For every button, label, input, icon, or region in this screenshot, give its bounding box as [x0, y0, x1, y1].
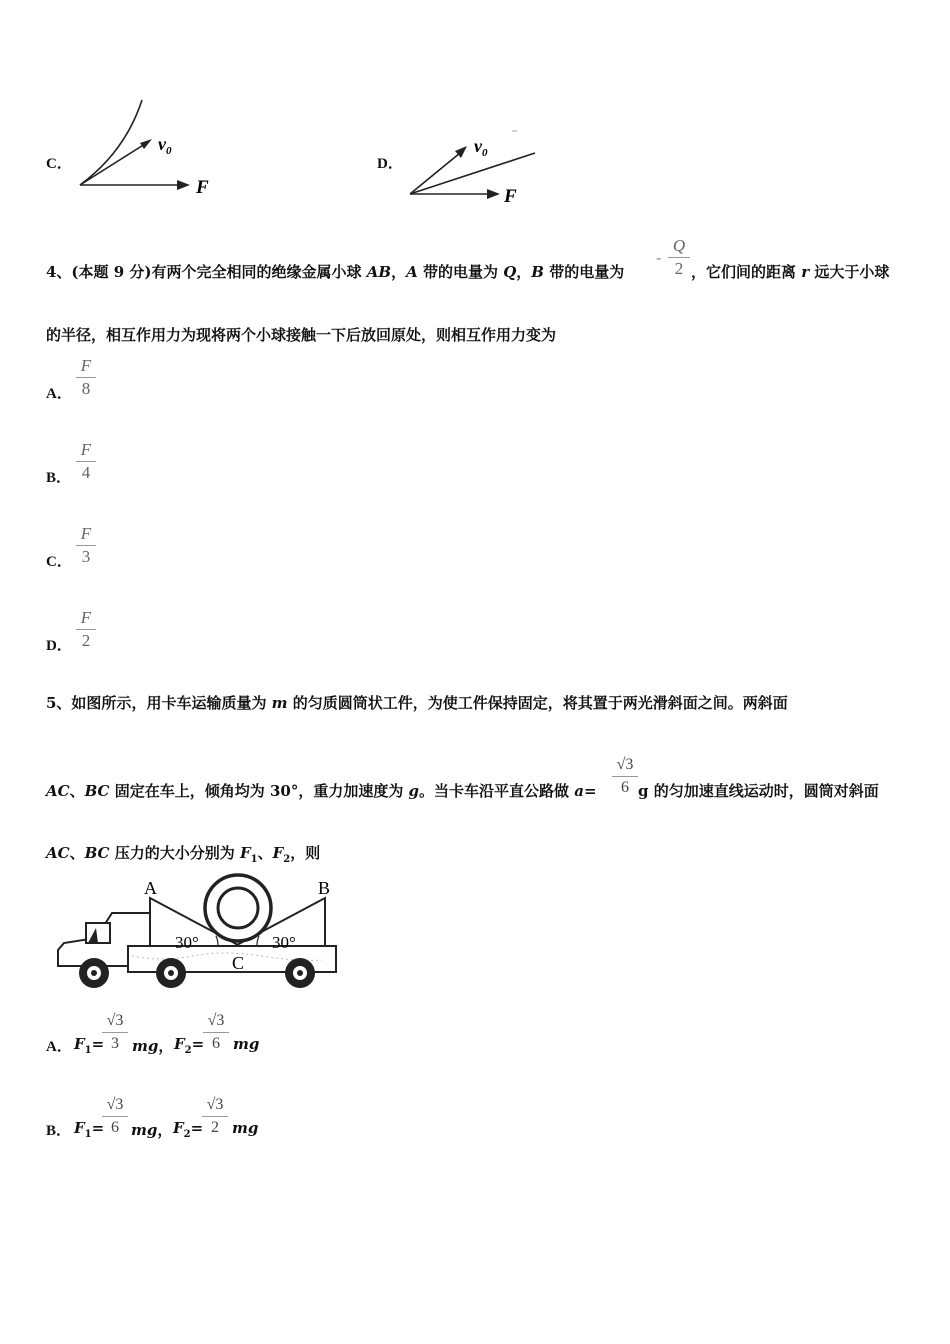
q4-line2: 的半径，相互作用力为现将两个小球接触一下后放回原处，则相互作用力变为	[46, 326, 557, 344]
point-c-label: C	[232, 953, 245, 973]
q5-line1: 5、如图所示，用卡车运输质量为 m 的匀质圆筒状工件，为使工件保持固定，将其置于两光滑斜面之间。两斜面	[46, 694, 788, 712]
v0-label: $v_0$	[158, 134, 172, 157]
q4-line1-end: ，它们间的距离 r 远大于小球	[691, 263, 890, 281]
curve-line	[80, 100, 142, 185]
q4-option-c-label: C．	[46, 554, 72, 570]
v0-arrow-line	[410, 153, 460, 194]
q5-option-a-f1: $F_1=$	[74, 1035, 105, 1056]
f-label: F	[196, 177, 209, 198]
q4-option-a-label: A．	[46, 386, 72, 402]
v0-arrow-line	[80, 144, 145, 185]
q4-option-d-fraction: F 2	[76, 608, 96, 651]
v0-label: $v_0$	[474, 136, 488, 159]
q5-option-b-unit2: mg	[232, 1119, 259, 1137]
option-c-label: C．	[46, 156, 72, 172]
f-arrowhead	[177, 180, 190, 190]
wheel-rear	[285, 958, 315, 988]
point-a-label: A	[144, 878, 157, 898]
cab-window	[86, 923, 110, 943]
q5-acceleration-fraction: √3 6	[612, 756, 638, 797]
q5-option-a-unit1: mg，	[132, 1037, 174, 1055]
q5-line3: AC、BC 压力的大小分别为 $F_1$、$F_2$，则	[46, 844, 321, 865]
q5-option-a-unit2: mg	[233, 1035, 260, 1053]
v0-arrowhead	[140, 139, 152, 149]
option-d-label: D．	[377, 156, 403, 172]
q5-option-b-f1-fraction: √3 6	[102, 1096, 128, 1137]
q4-option-b-label: B．	[46, 470, 72, 486]
q4-line1: 4、(本题 9 分)有两个完全相同的绝缘金属小球 AB，A 带的电量为 Q，B 带的电量为	[46, 263, 625, 281]
q4-option-c-fraction: F 3	[76, 524, 96, 567]
q5-line2-end: g 的匀加速直线运动时，圆筒对斜面	[638, 782, 879, 800]
q4-option-d-label: D．	[46, 638, 72, 654]
cylinder-inner	[218, 888, 258, 928]
q5-option-b-label: B．	[46, 1123, 72, 1139]
q4-minus-sign: -	[656, 248, 662, 267]
q5-line2: AC、BC 固定在车上，倾角均为 30°，重力加速度为 g。当卡车沿平直公路做 a=	[46, 782, 597, 800]
q5-option-a-label: A．	[46, 1039, 72, 1055]
angle-left-label: 30°	[175, 933, 199, 952]
point-b-label: B	[318, 878, 331, 898]
q5-option-a-f2: $F_2=$	[174, 1035, 205, 1056]
q4-option-a-fraction: F 8	[76, 356, 96, 399]
q4-charge-fraction: Q 2	[668, 236, 690, 279]
q5-option-b-f2: $F_2=$	[173, 1119, 204, 1140]
angle-right-label: 30°	[272, 933, 296, 952]
option-d-graph	[400, 122, 545, 212]
q4-option-b-fraction: F 4	[76, 440, 96, 483]
wheel-front	[79, 958, 109, 988]
f-label: F	[504, 186, 517, 207]
q5-option-b-f2-fraction: √3 2	[202, 1096, 228, 1137]
option-c-graph	[70, 92, 230, 207]
q5-option-a-f2-fraction: √3 6	[203, 1012, 229, 1053]
q5-option-b-f1: $F_1=$	[74, 1119, 105, 1140]
truck-figure	[50, 868, 345, 993]
f-arrowhead	[487, 189, 500, 199]
q5-option-b-unit1: mg，	[131, 1121, 173, 1139]
wheel-middle	[156, 958, 186, 988]
q5-option-a-f1-fraction: √3 3	[102, 1012, 128, 1053]
